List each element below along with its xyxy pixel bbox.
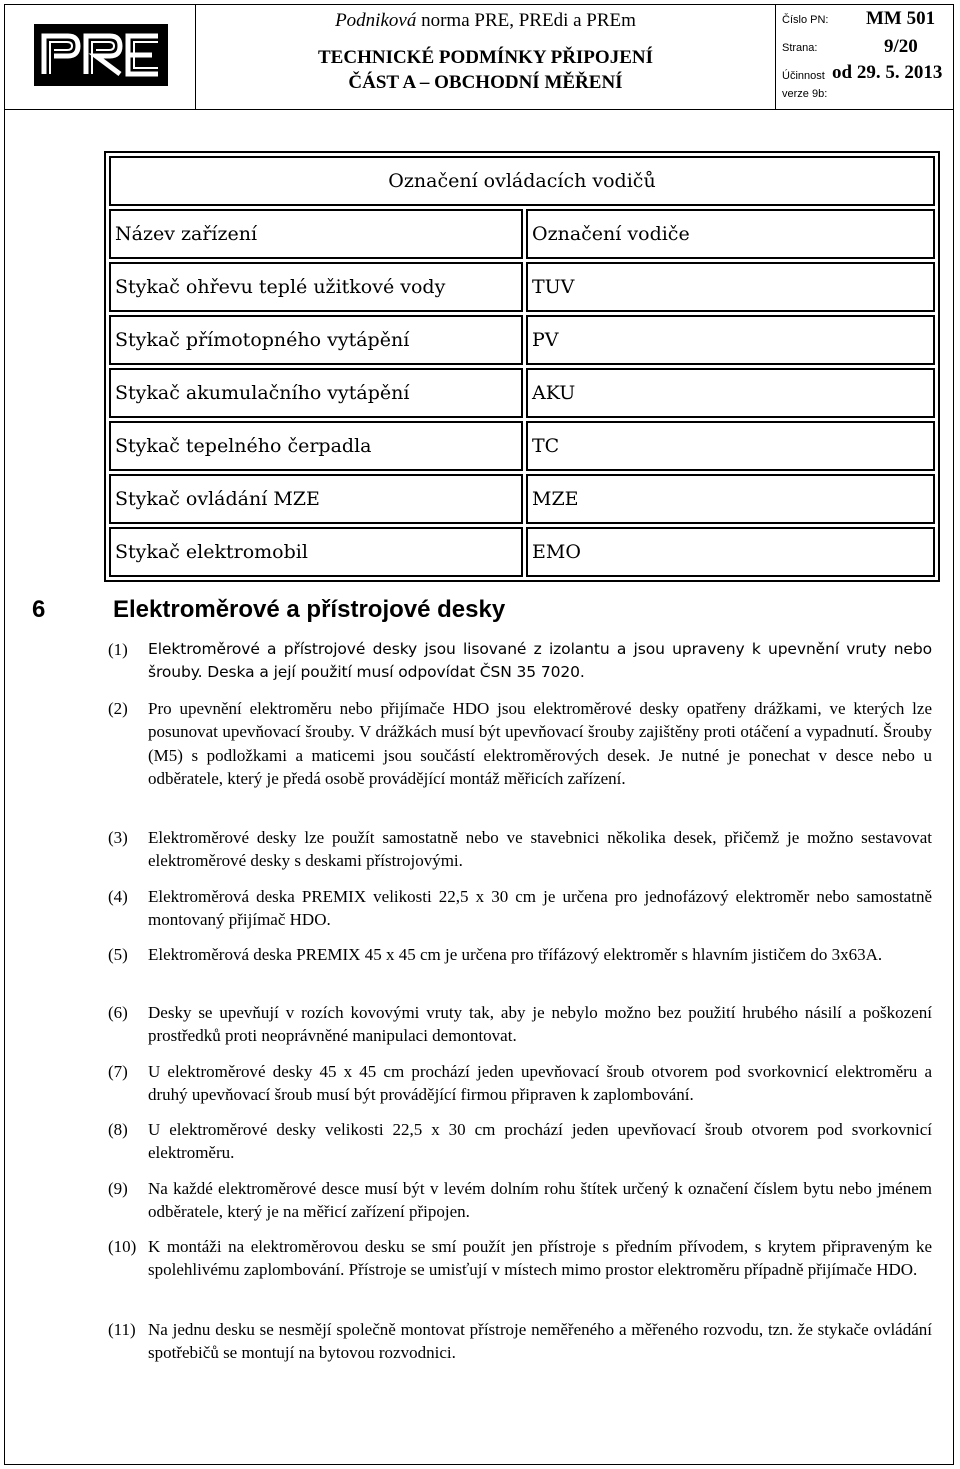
- code-cell: PV: [526, 315, 935, 365]
- ucinnost-value: od 29. 5. 2013: [832, 62, 943, 83]
- paragraph-text: Na každé elektroměrové desce musí být v levém dolním rohu štítek určený k označení číslem bytu nebo jménem odběratele, který je na měřicí zařízení připojen.: [148, 1179, 932, 1222]
- paragraph-text: Na jednu desku se nesmějí společně montovat přístroje neměřeného a měřeného rozvodu, tzn. že stykače ovládání spotřebičů se montují na bytovou rozvodnici.: [148, 1320, 932, 1363]
- paragraph-7: [108, 1060, 932, 1107]
- paragraph-2: [108, 697, 932, 791]
- paragraph-5: [108, 943, 932, 966]
- document-title: TECHNICKÉ PODMÍNKY PŘIPOJENÍ: [318, 47, 653, 68]
- section-heading: [32, 596, 505, 624]
- standard-title-rest: norma PRE, PREdi a PREm: [416, 10, 636, 31]
- table-row: [109, 527, 935, 577]
- paragraph-number: (10): [108, 1237, 137, 1256]
- table-row: [109, 315, 935, 365]
- code-cell: MZE: [526, 474, 935, 524]
- paragraph-text: Elektroměrová deska PREMIX velikosti 22,5 x 30 cm je určena pro jednofázový elektroměr nebo samostatně montovaný přijímač HDO.: [148, 887, 932, 930]
- paragraph-text: Pro upevnění elektroměru nebo přijímače HDO jsou elektroměrové desky opatřeny drážkami, ve kterých lze posunovat upevňovací šrouby. V drážkách musí být upevňovací šrouby zajištěny proti otáčení a vypadnutí. Šrouby (M5) s podložkami a maticemi jsou součástí elektroměrových desek. Je nutné je ponechat v desce nebo u odběratele, který je předá osobě provádějící montáž měřicích zařízení.: [148, 699, 932, 789]
- standard-title: [196, 10, 775, 32]
- strana-value: 9/20: [884, 36, 918, 57]
- table-caption-row: [109, 156, 935, 206]
- column-header-code: Označení vodiče: [526, 209, 935, 259]
- paragraph-number: (6): [108, 1003, 128, 1022]
- control-wire-table: [104, 151, 940, 582]
- paragraph-text: Elektroměrová deska PREMIX 45 x 45 cm je určena pro třífázový elektroměr s hlavním jističem do 3x63A.: [148, 945, 883, 964]
- paragraph-text: Elektroměrové desky lze použít samostatně nebo ve stavebnici několika desek, přičemž je možno sestavovat elektroměrové desky s deskami přístrojovými.: [148, 828, 932, 871]
- standard-title-italic: Podniková: [335, 10, 417, 31]
- paragraph-text: Desky se upevňují v rozích kovovými vruty tak, aby je nebylo možno bez použití hrubého násilí a poškození prostředků proti neoprávněné manipulaci demontovat.: [148, 1003, 932, 1046]
- paragraph-9: [108, 1177, 932, 1224]
- paragraph-text: U elektroměrové desky velikosti 22,5 x 30 cm prochází jeden upevňovací šroub otvorem pod svorkovnicí elektroměru.: [148, 1120, 932, 1163]
- paragraph-number: (8): [108, 1120, 128, 1139]
- code-cell: EMO: [526, 527, 935, 577]
- code-cell: TC: [526, 421, 935, 471]
- paragraph-number: (5): [108, 945, 128, 964]
- pre-logo: [34, 24, 168, 86]
- device-cell: Stykač ovládání MZE: [109, 474, 523, 524]
- column-header-device: Název zařízení: [109, 209, 523, 259]
- paragraph-number: (3): [108, 828, 128, 847]
- paragraph-4: [108, 885, 932, 932]
- paragraph-text: Elektroměrové a přístrojové desky jsou lisované z izolantu a jsou upraveny k upevnění vruty nebo šrouby. Deska a její použití musí odpovídat ČSN 35 7020.: [148, 640, 932, 682]
- paragraph-number: (11): [108, 1320, 136, 1339]
- device-cell: Stykač přímotopného vytápění: [109, 315, 523, 365]
- strana-label: Strana:: [782, 42, 818, 54]
- cislo-value: MM 501: [866, 8, 936, 29]
- paragraph-number: (7): [108, 1062, 128, 1081]
- table-row: [109, 474, 935, 524]
- paragraph-text: U elektroměrové desky 45 x 45 cm prochází jeden upevňovací šroub otvorem pod svorkovnicí elektroměru a druhý upevňovací šroub musí být provádějící firmou připraven k zaplombování.: [148, 1062, 932, 1105]
- device-cell: Stykač ohřevu teplé užitkové vody: [109, 262, 523, 312]
- paragraph-number: (2): [108, 699, 128, 718]
- paragraph-1: [108, 638, 932, 685]
- table-header-row: [109, 209, 935, 259]
- verze-label: verze 9b:: [782, 88, 828, 100]
- paragraph-number: (1): [108, 640, 128, 659]
- document-header: [4, 4, 954, 110]
- logo-cell: [4, 4, 196, 109]
- document-subtitle: ČÁST A – OBCHODNÍ MĚŘENÍ: [348, 72, 623, 93]
- device-cell: Stykač akumulačního vytápění: [109, 368, 523, 418]
- paragraph-10: [108, 1235, 932, 1282]
- section-number: 6: [32, 596, 46, 623]
- paragraph-11: [108, 1318, 932, 1365]
- ucinnost-label: Účinnost: [782, 70, 825, 82]
- section-title: Elektroměrové a přístrojové desky: [113, 596, 506, 623]
- device-cell: Stykač elektromobil: [109, 527, 523, 577]
- paragraph-8: [108, 1118, 932, 1165]
- paragraph-3: [108, 826, 932, 873]
- paragraph-text: K montáži na elektroměrovou desku se smí použít jen přístroje s předním přívodem, s krytem připraveným ke spolehlivému zaplombování. Přístroje se umisťují v místech mimo prostor elektroměru případně přijímače HDO.: [148, 1237, 932, 1280]
- paragraph-number: (9): [108, 1179, 128, 1198]
- code-cell: AKU: [526, 368, 935, 418]
- table-caption: Označení ovládacích vodičů: [109, 156, 935, 206]
- table-row: [109, 262, 935, 312]
- cislo-label: Číslo PN:: [782, 14, 829, 26]
- title-cell: [196, 4, 776, 109]
- paragraph-6: [108, 1001, 932, 1048]
- table-row: [109, 421, 935, 471]
- code-cell: TUV: [526, 262, 935, 312]
- device-cell: Stykač tepelného čerpadla: [109, 421, 523, 471]
- metadata-cell: [776, 4, 954, 109]
- paragraph-number: (4): [108, 887, 128, 906]
- table-row: [109, 368, 935, 418]
